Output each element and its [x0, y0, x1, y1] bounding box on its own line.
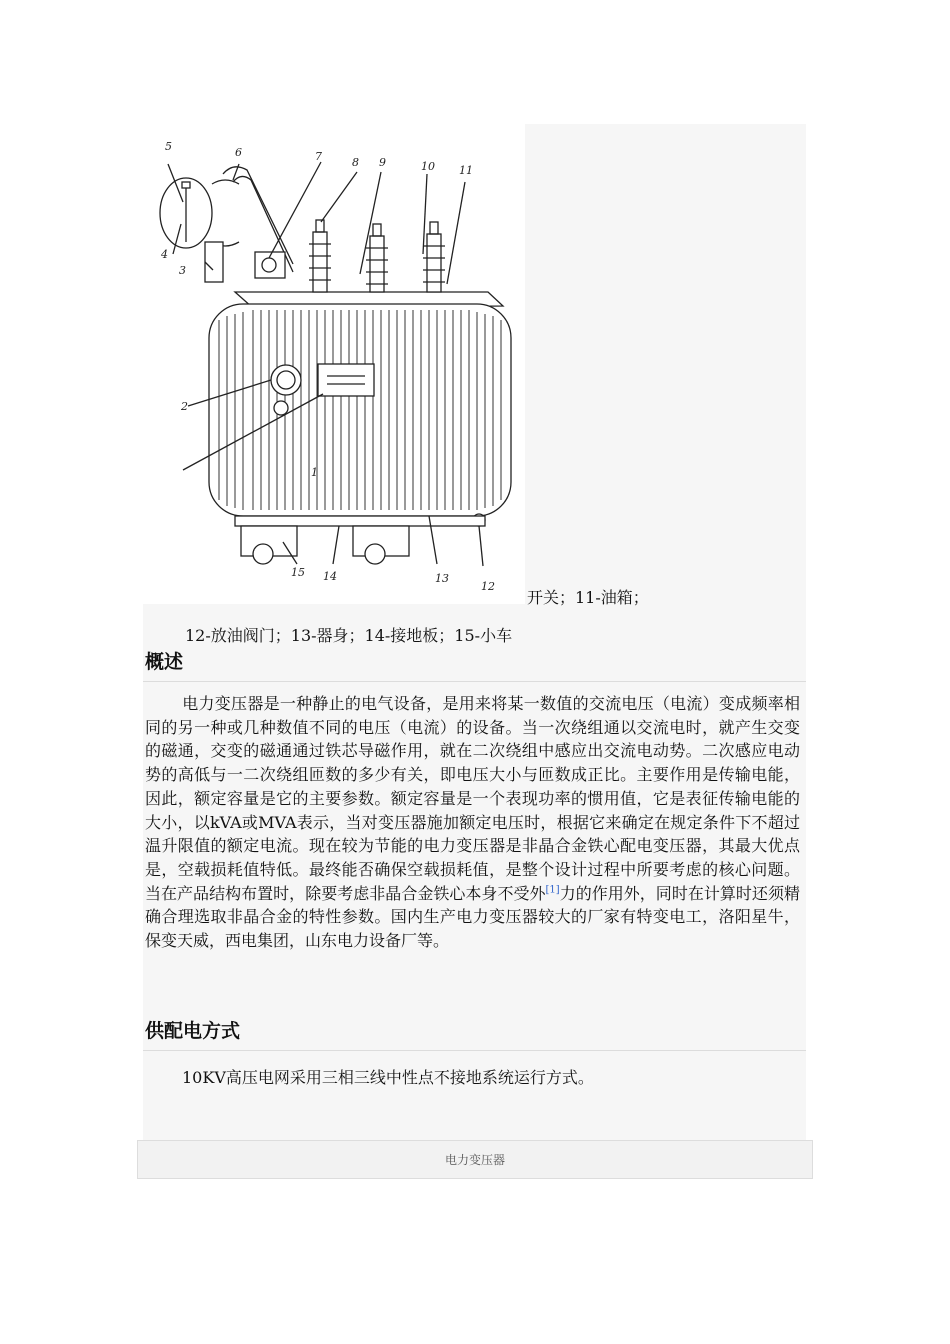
part-label: 1 — [311, 466, 318, 479]
figure-caption-line: 12-放油阀门；13-器身；14-接地板；15-小车 — [185, 626, 513, 645]
part-label: 5 — [165, 140, 172, 153]
part-label: 14 — [323, 570, 337, 583]
transformer-drawing — [143, 124, 525, 604]
part-label: 9 — [379, 156, 386, 169]
supply-text: 10KV高压电网采用三相三线中性点不接地系统运行方式。 — [182, 1068, 594, 1087]
part-label: 10 — [421, 160, 435, 173]
part-label: 8 — [352, 156, 359, 169]
citation-link[interactable]: [1] — [545, 884, 560, 896]
footer-tag[interactable] — [137, 1140, 813, 1179]
overview-text: 电力变压器是一种静止的电气设备，是用来将某一数值的交流电压（电流）变成频率相同的另一种或几种数值不同的电压（电流）的设备。当一次绕组通以交流电时，就产生交变的磁通，交变的磁通通过铁芯导磁作用，就在二次绕组中感应出交流电动势。二次感应电动势的高低与一二次绕组匝数的多少有关，即电压大小与匝数成正比。主要作用是传输电能，因此，额定容量是它的主要参数。额定容量是一个表现功率的惯用值，它是表征传输电能的大小，以kVA或MVA表示，当对变压器施加额定电压时，根据它来确定在规定条件下不超过温升限值的额定电流。现在较为节能的电力变压器是非晶合金铁心配电变压器，其最大优点是，空载损耗值特低。最终能否确保空载损耗值，是整个设计过程中所要考虑的核心问题。当在产品结构布置时，除要考虑非晶合金铁心本身不受外 — [145, 694, 800, 903]
overview-paragraph — [145, 692, 800, 953]
part-label: 2 — [181, 400, 188, 413]
footer-label: 电力变压器 — [444, 1153, 505, 1167]
overview-text: 力的作用外，同时在计算时还须精确合理选取非晶合金的特性参数。国内生产电力变压器较大的厂家有特变电工，洛阳星牛，保变天威，西电集团，山东电力设备厂等。 — [145, 883, 800, 951]
section-heading-overview: 概述 — [145, 651, 184, 673]
part-label: 15 — [291, 566, 305, 579]
part-label: 7 — [315, 150, 322, 163]
part-label: 13 — [435, 572, 449, 585]
part-label: 12 — [481, 580, 495, 593]
part-label: 3 — [179, 264, 186, 277]
part-label: 11 — [459, 164, 473, 177]
part-label: 4 — [161, 248, 168, 261]
section-heading-supply: 供配电方式 — [145, 1020, 241, 1042]
figure-caption-inline: 开关；11-油箱； — [527, 588, 649, 607]
supply-paragraph — [145, 1066, 800, 1090]
section-divider — [143, 1050, 806, 1051]
part-label: 6 — [235, 146, 242, 159]
section-divider — [143, 681, 806, 682]
transformer-diagram — [143, 124, 525, 604]
